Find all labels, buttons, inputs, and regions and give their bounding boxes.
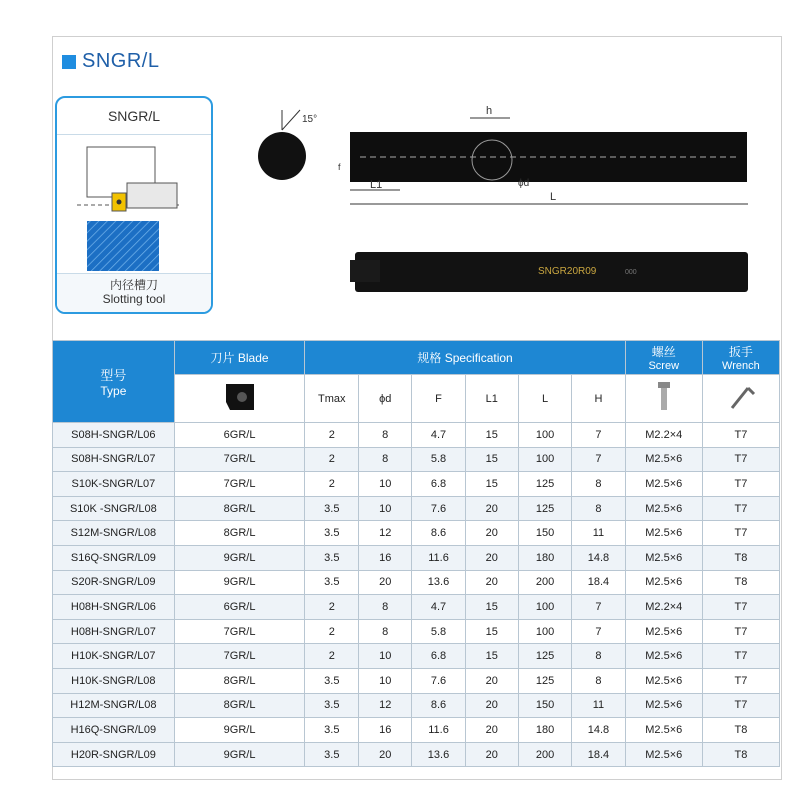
cell-screw: M2.5×6 [625, 570, 702, 595]
end-view-circle [258, 132, 306, 180]
cell-h: 11 [572, 521, 626, 546]
cell-f: 6.8 [412, 644, 466, 669]
cell-tmax: 2 [305, 595, 359, 620]
cell-f: 5.8 [412, 619, 466, 644]
cell-f: 7.6 [412, 496, 466, 521]
type-header-en: Type [100, 384, 127, 398]
cell-l1: 20 [465, 668, 518, 693]
cell-screw: M2.5×6 [625, 545, 702, 570]
cell-screw: M2.2×4 [625, 595, 702, 620]
cell-tmax: 3.5 [305, 545, 359, 570]
cell-tmax: 3.5 [305, 693, 359, 718]
screw-header [625, 341, 702, 375]
cell-l1: 20 [465, 570, 518, 595]
cell-type: H12M-SNGR/L08 [53, 693, 175, 718]
caption-en: Slotting tool [102, 292, 166, 306]
l-label: L [550, 191, 557, 203]
cell-l: 100 [518, 619, 571, 644]
cell-d: 8 [359, 595, 412, 620]
cell-l: 150 [518, 693, 571, 718]
d-label: ϕd [518, 178, 530, 189]
cell-tmax: 2 [305, 619, 359, 644]
cell-tmax: 3.5 [305, 718, 359, 743]
table-row [53, 521, 780, 546]
cell-type: S08H-SNGR/L07 [53, 447, 175, 472]
cell-blade: 8GR/L [174, 521, 305, 546]
cell-d: 10 [359, 668, 412, 693]
cell-l: 125 [518, 496, 571, 521]
table-row [53, 619, 780, 644]
screw-header-cn: 螺丝 [651, 345, 676, 359]
technical-drawing [220, 100, 780, 300]
h-label: h [486, 105, 493, 117]
cell-tmax: 2 [305, 447, 359, 472]
screw-icon [625, 375, 702, 423]
caption-cn: 内径槽刀 [109, 278, 158, 292]
table-row [53, 545, 780, 570]
table-row [53, 718, 780, 743]
wrench-header [702, 341, 779, 375]
table-row [53, 644, 780, 669]
cell-f: 13.6 [412, 742, 466, 767]
type-header [53, 341, 175, 423]
tool-bar-top [350, 132, 747, 182]
col-f: F [412, 375, 466, 423]
cell-l: 180 [518, 718, 571, 743]
cell-blade: 8GR/L [174, 693, 305, 718]
cell-type: S10K -SNGR/L08 [53, 496, 175, 521]
cell-type: H08H-SNGR/L06 [53, 595, 175, 620]
cell-h: 7 [572, 423, 626, 448]
cell-l1: 15 [465, 644, 518, 669]
cell-wrench: T7 [702, 619, 779, 644]
cell-l1: 15 [465, 423, 518, 448]
col-tmax: Tmax [305, 375, 359, 423]
cell-d: 16 [359, 718, 412, 743]
cell-d: 10 [359, 644, 412, 669]
wrench-header-cn: 扳手 [728, 345, 753, 359]
cell-l1: 15 [465, 472, 518, 497]
cell-blade: 7GR/L [174, 619, 305, 644]
cell-blade: 8GR/L [174, 496, 305, 521]
cell-l1: 20 [465, 718, 518, 743]
cell-l1: 20 [465, 545, 518, 570]
cell-tmax: 3.5 [305, 742, 359, 767]
cell-type: H16Q-SNGR/L09 [53, 718, 175, 743]
cell-wrench: T7 [702, 521, 779, 546]
product-card [55, 96, 213, 314]
cell-wrench: T7 [702, 595, 779, 620]
cell-screw: M2.5×6 [625, 668, 702, 693]
cell-l1: 20 [465, 521, 518, 546]
cell-blade: 7GR/L [174, 472, 305, 497]
table-row [53, 595, 780, 620]
cell-l: 125 [518, 668, 571, 693]
cell-h: 14.8 [572, 718, 626, 743]
card-title: SNGR/L [57, 98, 211, 135]
table-row [53, 496, 780, 521]
cell-tmax: 3.5 [305, 570, 359, 595]
cell-l: 200 [518, 742, 571, 767]
blade-insert-icon [174, 375, 305, 423]
cell-d: 8 [359, 447, 412, 472]
cell-wrench: T7 [702, 447, 779, 472]
l1-label: L1 [370, 179, 383, 191]
cell-wrench: T7 [702, 423, 779, 448]
cell-type: H10K-SNGR/L08 [53, 668, 175, 693]
cell-d: 12 [359, 693, 412, 718]
cell-blade: 9GR/L [174, 718, 305, 743]
cell-f: 5.8 [412, 447, 466, 472]
cell-type: S10K-SNGR/L07 [53, 472, 175, 497]
cell-h: 18.4 [572, 570, 626, 595]
cell-tmax: 2 [305, 644, 359, 669]
cell-l1: 15 [465, 619, 518, 644]
cell-screw: M2.5×6 [625, 447, 702, 472]
angle-label: 15° [302, 114, 318, 125]
cell-h: 8 [572, 472, 626, 497]
tool-bar [127, 183, 177, 208]
table-row [53, 472, 780, 497]
cell-f: 13.6 [412, 570, 466, 595]
col-h: H [572, 375, 626, 423]
cell-f: 8.6 [412, 693, 466, 718]
cell-screw: M2.5×6 [625, 742, 702, 767]
cell-wrench: T7 [702, 496, 779, 521]
table-row [53, 742, 780, 767]
cell-type: S08H-SNGR/L06 [53, 423, 175, 448]
cell-wrench: T8 [702, 742, 779, 767]
cell-l: 180 [518, 545, 571, 570]
cell-wrench: T8 [702, 545, 779, 570]
card-caption [57, 273, 211, 312]
screw-header-en: Screw [648, 360, 680, 372]
cell-d: 20 [359, 742, 412, 767]
cell-h: 8 [572, 668, 626, 693]
section-heading [62, 50, 159, 73]
cell-screw: M2.5×6 [625, 496, 702, 521]
cell-wrench: T8 [702, 718, 779, 743]
cell-f: 6.8 [412, 472, 466, 497]
cell-type: H20R-SNGR/L09 [53, 742, 175, 767]
cell-d: 20 [359, 570, 412, 595]
cell-screw: M2.5×6 [625, 619, 702, 644]
hatched-workpiece [87, 221, 159, 271]
cell-tmax: 3.5 [305, 668, 359, 693]
cell-screw: M2.5×6 [625, 693, 702, 718]
shank-marking: SNGR20R09 [538, 266, 597, 277]
cell-h: 7 [572, 447, 626, 472]
cell-l: 200 [518, 570, 571, 595]
cell-d: 12 [359, 521, 412, 546]
cell-screw: M2.5×6 [625, 644, 702, 669]
cell-blade: 6GR/L [174, 423, 305, 448]
cell-l1: 20 [465, 496, 518, 521]
cell-wrench: T7 [702, 668, 779, 693]
spec-header: 规格 Specification [305, 341, 625, 375]
cell-l: 100 [518, 595, 571, 620]
cell-h: 14.8 [572, 545, 626, 570]
cell-type: S16Q-SNGR/L09 [53, 545, 175, 570]
cell-tmax: 2 [305, 472, 359, 497]
cell-wrench: T7 [702, 644, 779, 669]
cell-type: S20R-SNGR/L09 [53, 570, 175, 595]
cell-l1: 20 [465, 693, 518, 718]
cell-f: 8.6 [412, 521, 466, 546]
blade-header: 刀片 Blade [174, 341, 305, 375]
cell-blade: 9GR/L [174, 545, 305, 570]
cell-d: 8 [359, 423, 412, 448]
cell-wrench: T8 [702, 570, 779, 595]
cell-screw: M2.5×6 [625, 472, 702, 497]
wrench-header-en: Wrench [722, 360, 760, 372]
cell-d: 16 [359, 545, 412, 570]
cell-l1: 15 [465, 447, 518, 472]
table-row [53, 570, 780, 595]
shank-small-marking: 000 [625, 269, 637, 276]
cell-blade: 7GR/L [174, 447, 305, 472]
cell-h: 7 [572, 619, 626, 644]
cell-l: 125 [518, 472, 571, 497]
cell-screw: M2.5×6 [625, 521, 702, 546]
cell-blade: 9GR/L [174, 570, 305, 595]
cell-tmax: 3.5 [305, 496, 359, 521]
cell-f: 7.6 [412, 668, 466, 693]
cell-wrench: T7 [702, 472, 779, 497]
table-row [53, 693, 780, 718]
cell-h: 8 [572, 644, 626, 669]
col-d: ϕd [359, 375, 412, 423]
cell-blade: 9GR/L [174, 742, 305, 767]
cell-blade: 7GR/L [174, 644, 305, 669]
col-l: L [518, 375, 571, 423]
cell-l: 100 [518, 423, 571, 448]
cell-h: 18.4 [572, 742, 626, 767]
col-l1: L1 [465, 375, 518, 423]
table-row [53, 423, 780, 448]
cell-type: S12M-SNGR/L08 [53, 521, 175, 546]
cell-d: 8 [359, 619, 412, 644]
heading-square-icon [62, 55, 76, 69]
cell-type: H08H-SNGR/L07 [53, 619, 175, 644]
cell-wrench: T7 [702, 693, 779, 718]
cell-f: 4.7 [412, 595, 466, 620]
table-row [53, 668, 780, 693]
spec-table [52, 340, 780, 767]
cell-d: 10 [359, 496, 412, 521]
table-row [53, 447, 780, 472]
cell-l: 150 [518, 521, 571, 546]
wrench-icon [702, 375, 779, 423]
cell-l1: 15 [465, 595, 518, 620]
cell-tmax: 3.5 [305, 521, 359, 546]
cell-h: 7 [572, 595, 626, 620]
cell-l1: 20 [465, 742, 518, 767]
cell-blade: 6GR/L [174, 595, 305, 620]
cell-l: 100 [518, 447, 571, 472]
cell-blade: 8GR/L [174, 668, 305, 693]
type-header-cn: 型号 [100, 368, 127, 383]
slotting-illustration [57, 135, 211, 275]
cell-type: H10K-SNGR/L07 [53, 644, 175, 669]
f-label: f [338, 162, 341, 172]
cell-tmax: 2 [305, 423, 359, 448]
cell-f: 4.7 [412, 423, 466, 448]
heading-text: SNGR/L [82, 50, 160, 72]
cell-h: 8 [572, 496, 626, 521]
cell-screw: M2.2×4 [625, 423, 702, 448]
cell-f: 11.6 [412, 545, 466, 570]
cell-h: 11 [572, 693, 626, 718]
cell-l: 125 [518, 644, 571, 669]
cell-screw: M2.5×6 [625, 718, 702, 743]
cell-f: 11.6 [412, 718, 466, 743]
cell-d: 10 [359, 472, 412, 497]
spec-table-body [53, 423, 780, 767]
